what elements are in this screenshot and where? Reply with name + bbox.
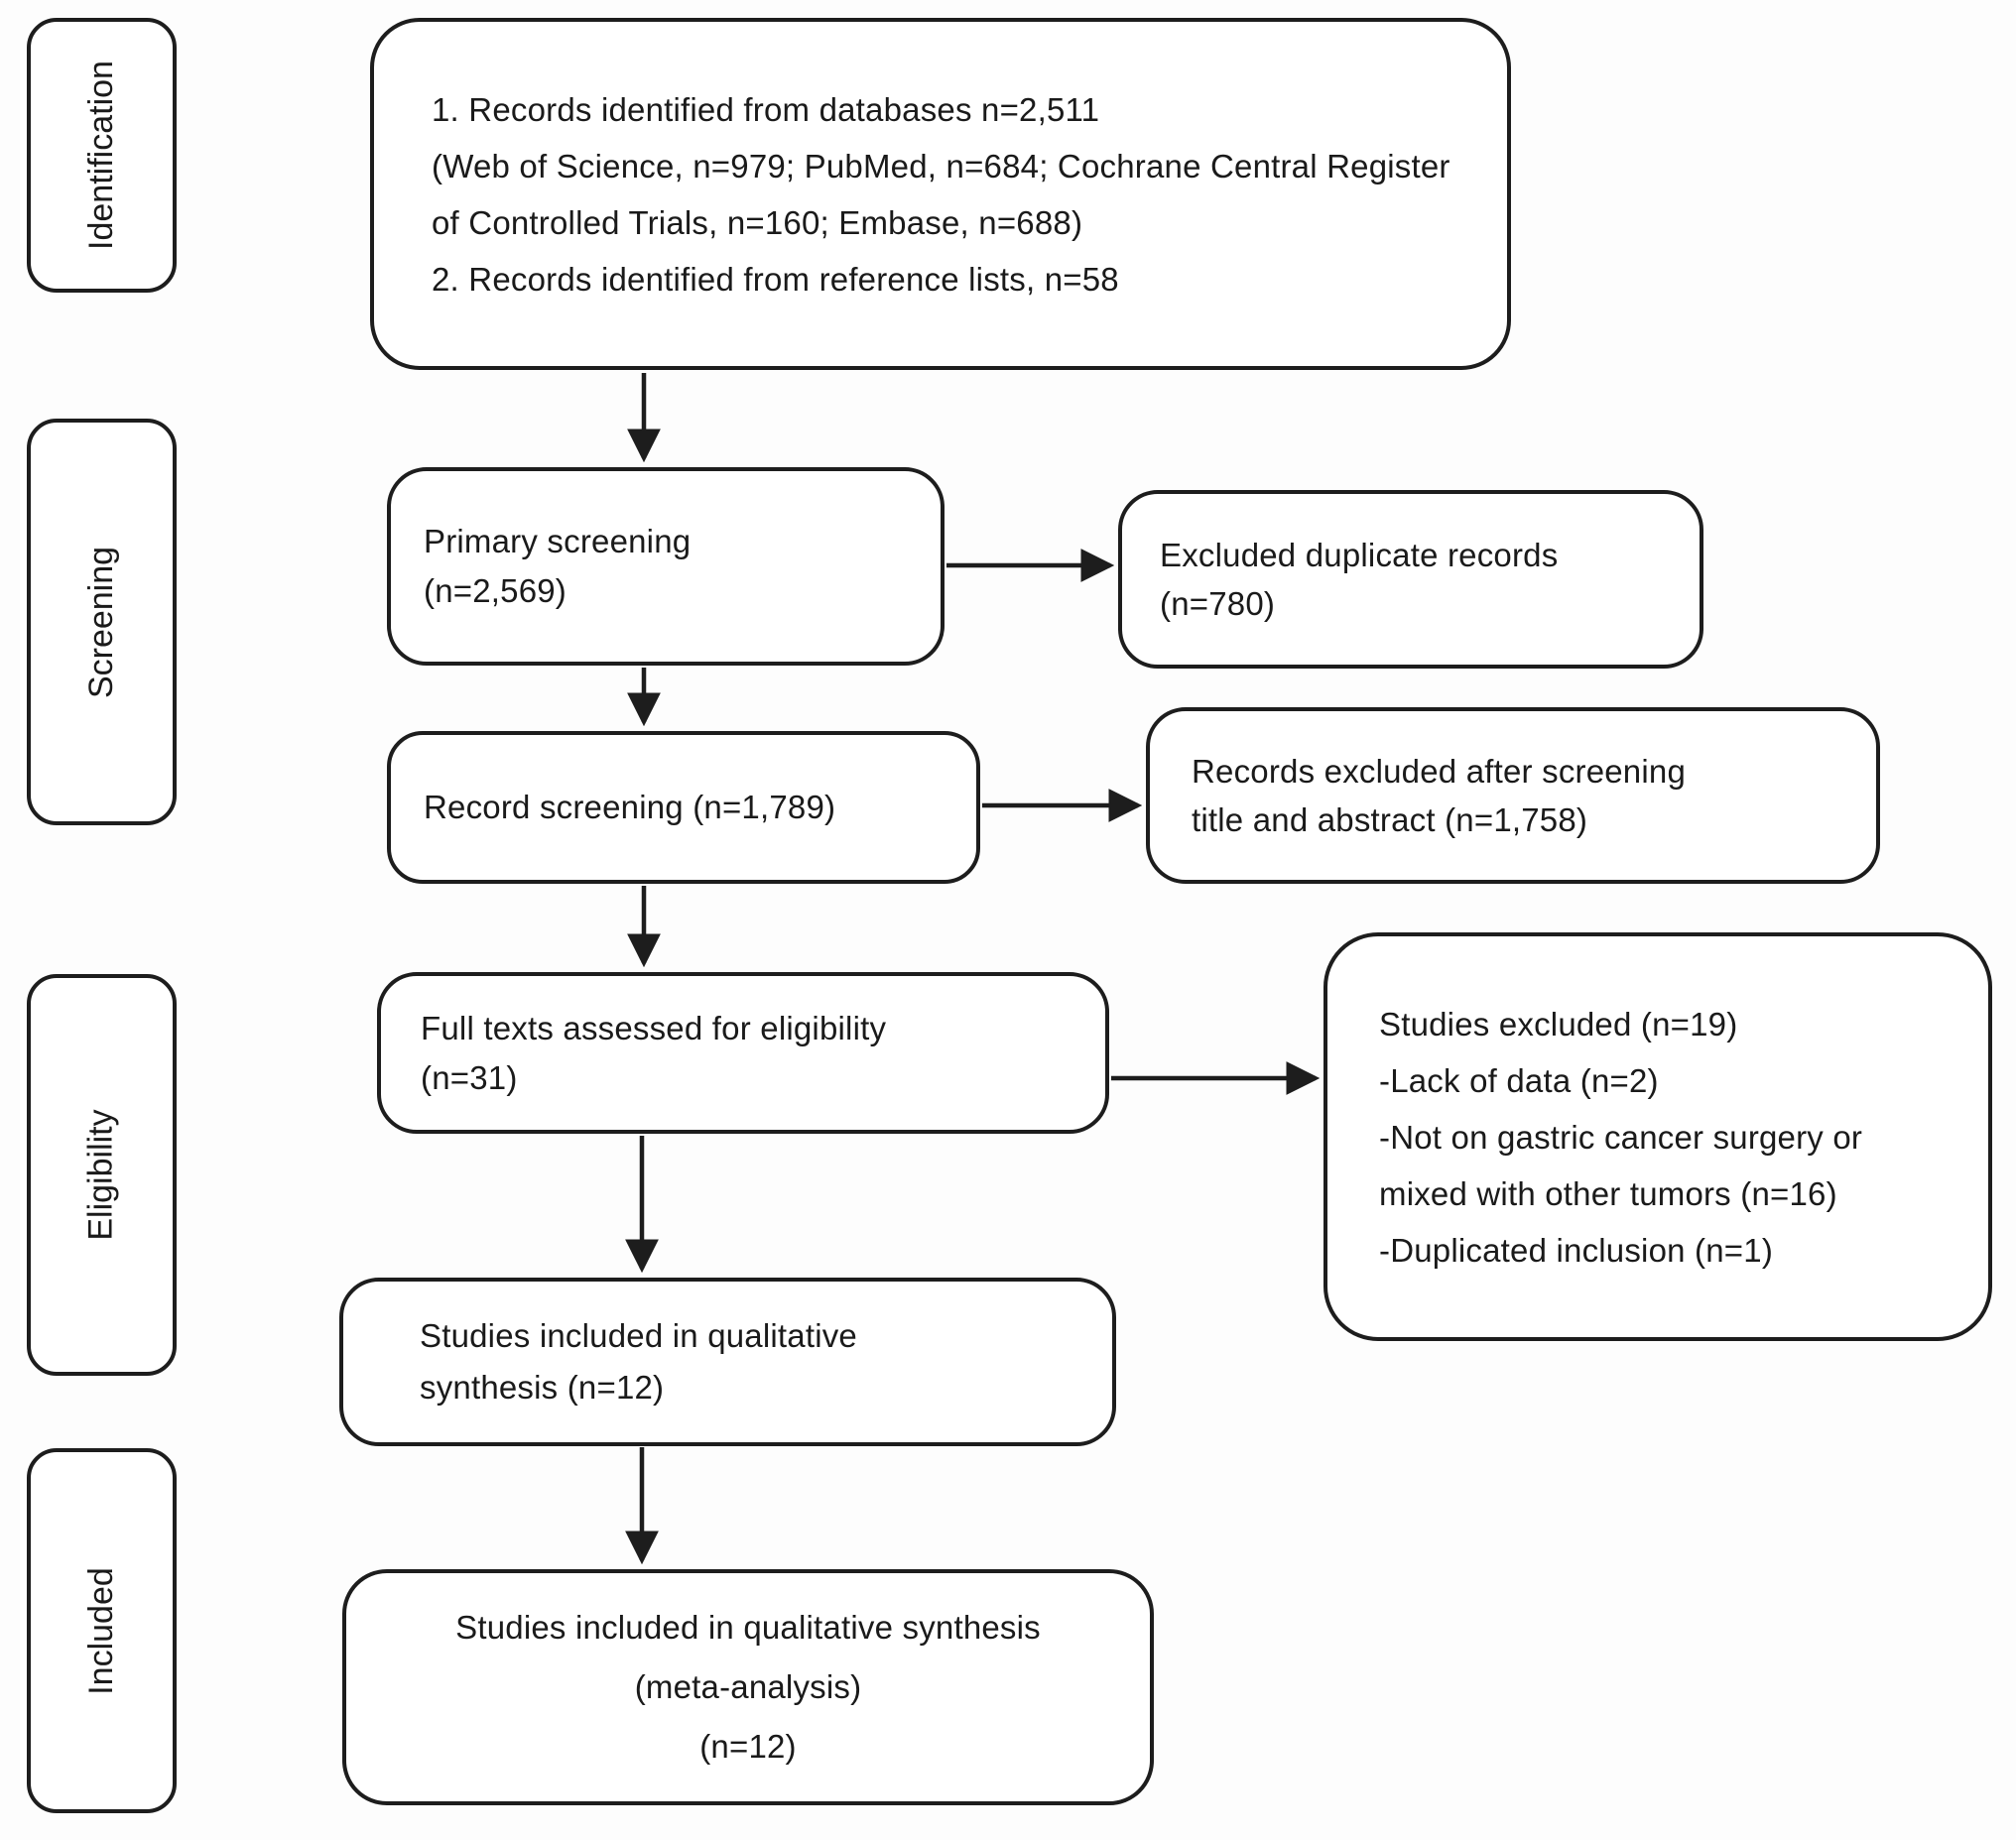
box-primary-screening (387, 467, 945, 666)
records-excluded-line: Records excluded after screening (1192, 753, 1686, 790)
studies-excluded-line: Studies excluded (n=19) (1379, 1005, 1738, 1043)
records-identified-line: (Web of Science, n=979; PubMed, n=684; Cochrane Central Register (432, 147, 1450, 184)
stage-label-eligibility (27, 974, 177, 1376)
box-records-excluded (1146, 707, 1880, 884)
records-identified-line: 2. Records identified from reference lists, n=58 (432, 260, 1119, 298)
studies-excluded-line: -Duplicated inclusion (n=1) (1379, 1231, 1774, 1269)
record-screening-line: Record screening (n=1,789) (424, 789, 836, 825)
records-excluded-line: title and abstract (n=1,758) (1192, 801, 1588, 838)
box-excluded-duplicates (1118, 490, 1703, 669)
box-record-screening (387, 731, 980, 884)
stage-label-screening-text: Screening (82, 546, 121, 698)
box-qualitative-synthesis (339, 1278, 1116, 1446)
studies-excluded-line: -Not on gastric cancer surgery or (1379, 1118, 1863, 1156)
stage-label-identification-text: Identification (82, 61, 120, 250)
stage-label-identification (27, 18, 177, 293)
studies-excluded-line: mixed with other tumors (n=16) (1379, 1174, 1837, 1212)
primary-screening-line: (n=2,569) (424, 572, 567, 609)
stage-label-included-text: Included (81, 1566, 120, 1695)
excluded-duplicates-line: (n=780) (1160, 585, 1276, 622)
records-identified-line: 1. Records identified from databases n=2,511 (432, 90, 1100, 128)
studies-excluded-line: -Lack of data (n=2) (1379, 1061, 1659, 1099)
records-identified-line: of Controlled Trials, n=160; Embase, n=688) (432, 203, 1083, 241)
stage-label-included (27, 1448, 177, 1813)
excluded-duplicates-line: Excluded duplicate records (1160, 537, 1559, 573)
meta-analysis-line: Studies included in qualitative synthesis (455, 1609, 1041, 1646)
stage-label-screening (27, 419, 177, 825)
meta-analysis-line: (n=12) (699, 1728, 797, 1765)
primary-screening-line: Primary screening (424, 523, 692, 559)
qualitative-synthesis-line: synthesis (n=12) (420, 1369, 665, 1406)
box-meta-analysis (342, 1569, 1154, 1805)
meta-analysis-line: (meta-analysis) (634, 1668, 862, 1705)
box-studies-excluded (1323, 932, 1992, 1341)
full-texts-line: Full texts assessed for eligibility (421, 1009, 887, 1046)
qualitative-synthesis-line: Studies included in qualitative (420, 1317, 857, 1354)
full-texts-line: (n=31) (421, 1058, 518, 1096)
box-full-texts-assessed (377, 972, 1109, 1134)
box-records-identified (370, 18, 1511, 370)
stage-label-eligibility-text: Eligibility (81, 1109, 120, 1241)
